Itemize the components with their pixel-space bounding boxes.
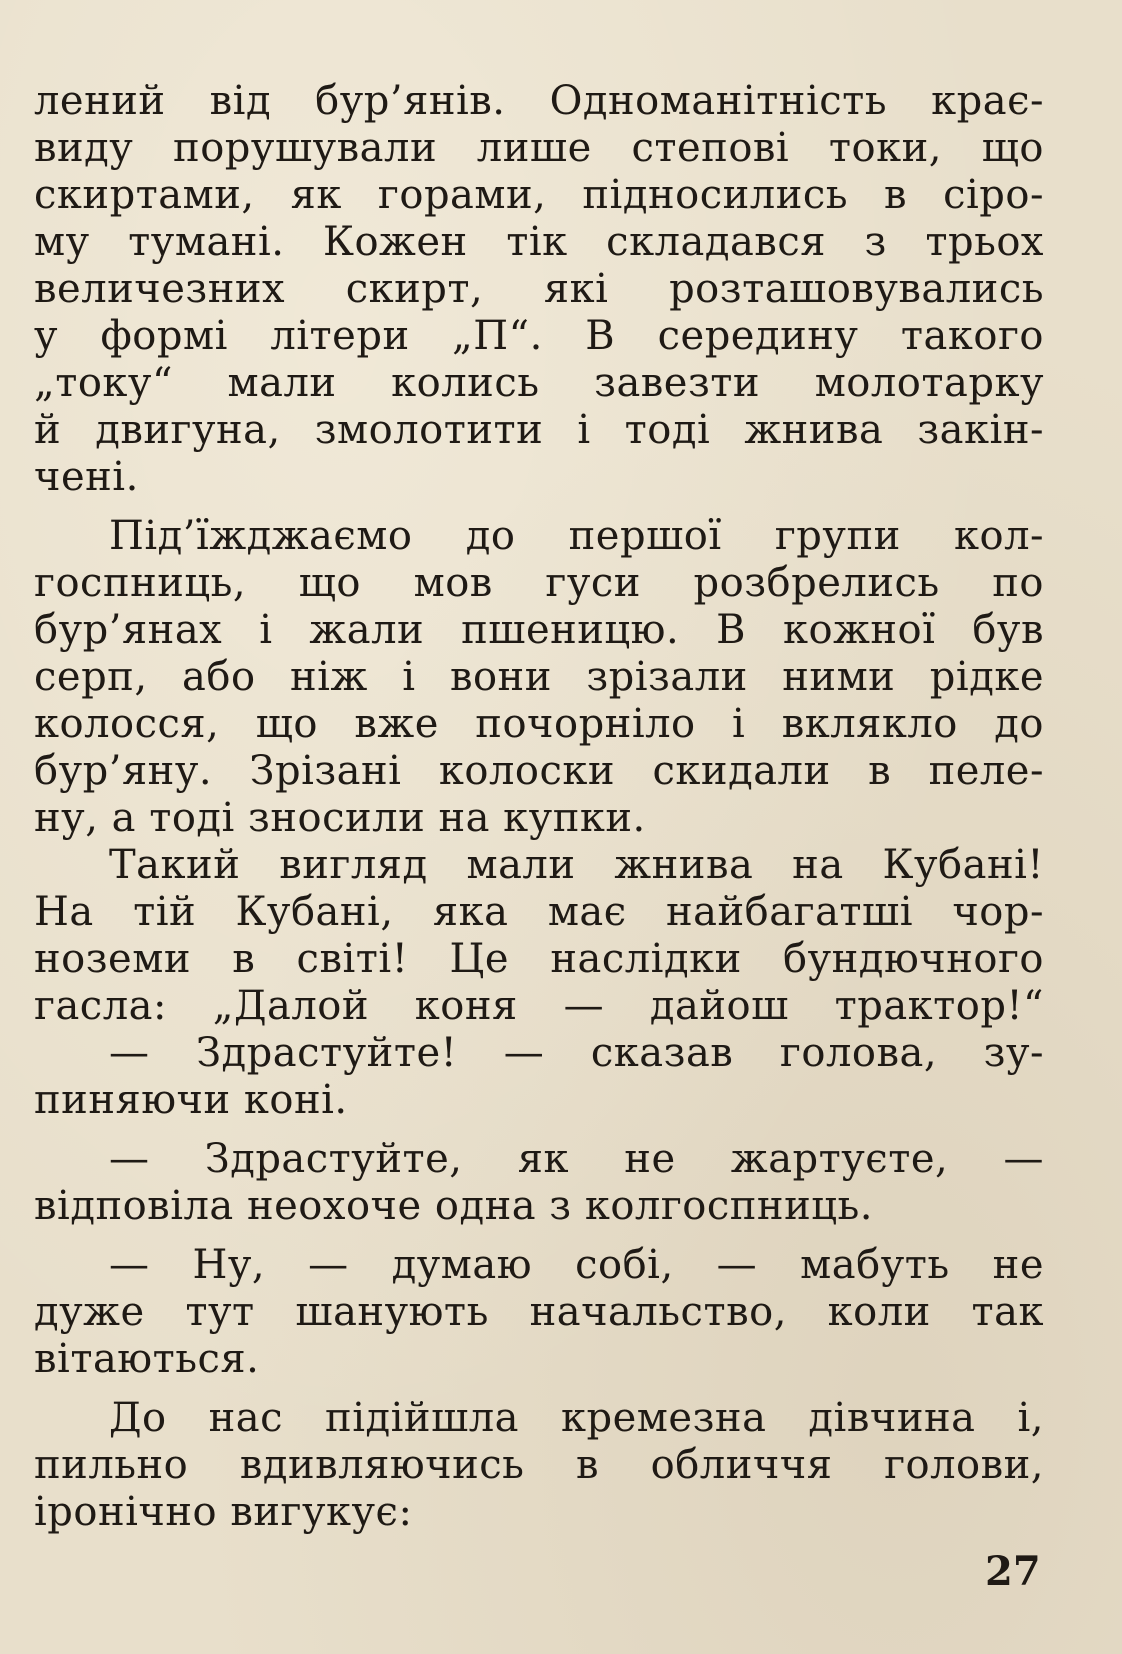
text-line: й двигуна, змолотити і тоді жнива закін-	[34, 407, 1044, 453]
text-line: скиртами, як горами, підносились в сіро-	[34, 172, 1044, 218]
paragraph-start-line: До нас підійшла кремезна дівчина і,	[109, 1395, 1044, 1441]
page-number: 27	[985, 1548, 1041, 1595]
text-line: дуже тут шанують начальство, коли так	[34, 1289, 1044, 1335]
text-line: колосся, що вже почорніло і вклякло до	[34, 701, 1044, 747]
text-line: вітаються.	[34, 1336, 260, 1382]
text-line: бур’яну. Зрізані колоски скидали в пеле-	[34, 748, 1044, 794]
text-line: чені.	[34, 454, 139, 500]
paragraph-start-line: Під’їжджаємо до першої групи кол-	[109, 513, 1044, 559]
text-line: ну, а тоді зносили на купки.	[34, 795, 646, 841]
text-line: у формі літери „П“. В середину такого	[34, 313, 1044, 359]
text-line: му тумані. Кожен тік складався з трьох	[34, 219, 1044, 265]
dialogue-line: — Ну, — думаю собі, — мабуть не	[109, 1242, 1044, 1288]
text-line: серп, або ніж і вони зрізали ними рідке	[34, 654, 1044, 700]
body-text	[34, 78, 1044, 1536]
text-line: іронічно вигукує:	[34, 1489, 413, 1535]
text-line: лений від бур’янів. Одноманітність крає-	[34, 78, 1044, 124]
text-line: пиняючи коні.	[34, 1077, 348, 1123]
text-line: ноземи в світі! Це наслідки бундючного	[34, 936, 1044, 982]
text-line: виду порушували лише степові токи, що	[34, 125, 1044, 171]
dialogue-line: — Здрастуйте, як не жартуєте, —	[109, 1136, 1044, 1182]
text-line: величезних скирт, які розташовувались	[34, 266, 1044, 312]
text-line: пильно вдивляючись в обличчя голови,	[34, 1442, 1044, 1488]
text-line: бур’янах і жали пшеницю. В кожної був	[34, 607, 1044, 653]
text-line: відповіла неохоче одна з колгоспниць.	[34, 1183, 873, 1229]
text-line: госпниць, що мов гуси розбрелись по	[34, 560, 1044, 606]
paragraph-start-line: Такий вигляд мали жнива на Кубані!	[109, 842, 1044, 888]
dialogue-line: — Здрастуйте! — сказав голова, зу-	[109, 1030, 1044, 1076]
text-line: „току“ мали колись завезти молотарку	[34, 360, 1044, 406]
text-line: На тій Кубані, яка має найбагатші чор-	[34, 889, 1044, 935]
text-line: гасла: „Далой коня — дайош трактор!“	[34, 983, 1044, 1029]
